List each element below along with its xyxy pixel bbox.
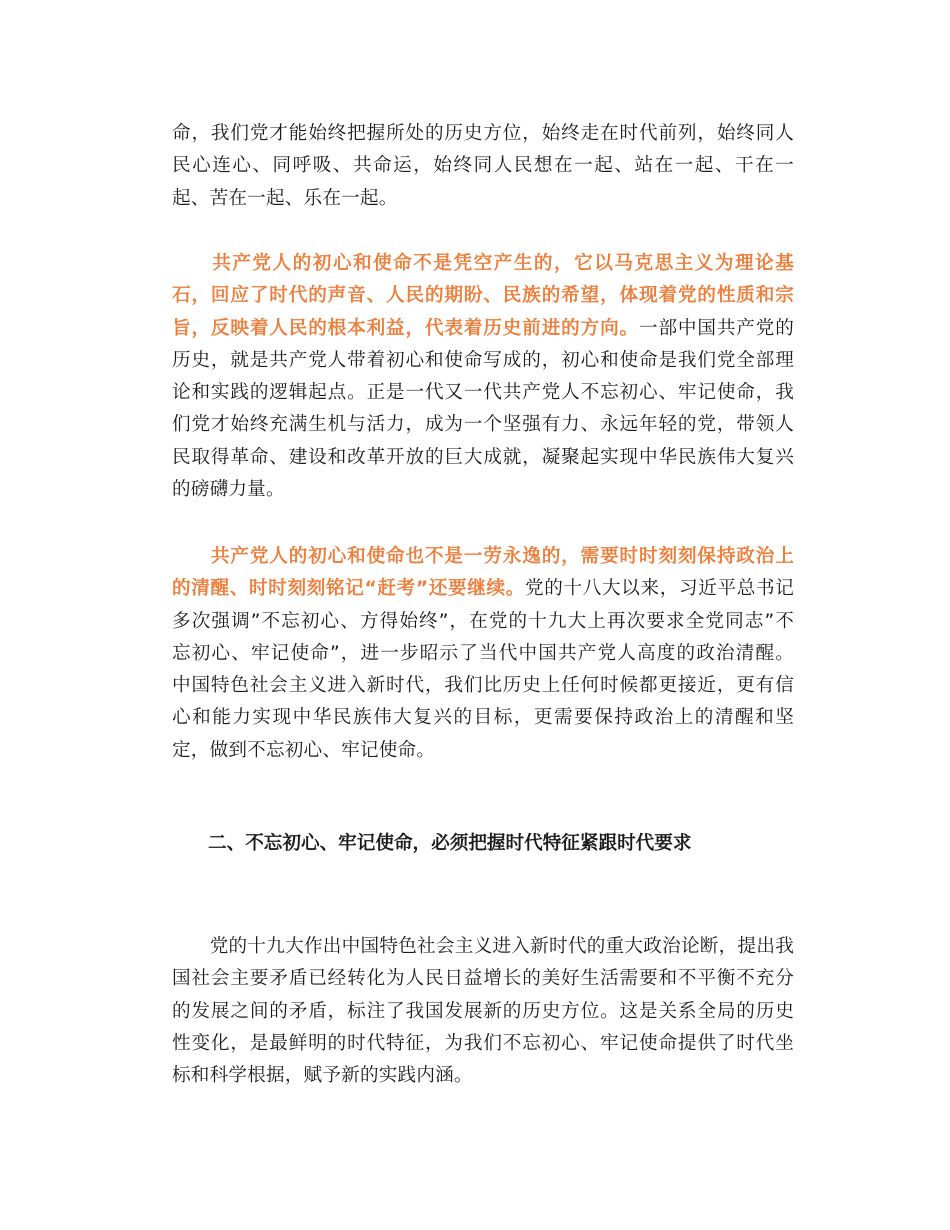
paragraph-2 bbox=[172, 248, 794, 506]
paragraph-line: 忘初心、牢记使命”，进一步昭示了当代中国共产党人高度的政治清醒。 bbox=[172, 642, 794, 664]
paragraph-line: 历史，就是共产党人带着初心和使命写成的，初心和使命是我们党全部理 bbox=[172, 349, 794, 371]
highlight-line: 共产党人的初心和使命也不是一劳永逸的，需要时时刻刻保持政治上 bbox=[172, 546, 794, 567]
paragraph-line: 标和科学根据，赋予新的实践内涵。 bbox=[172, 1065, 473, 1087]
section-heading: 二、不忘初心、牢记使命，必须把握时代特征紧跟时代要求 bbox=[208, 833, 692, 854]
paragraph-line: 民心连心、同呼吸、共命运，始终同人民想在一起、站在一起、干在一 bbox=[172, 155, 794, 177]
paragraph-line: 的发展之间的矛盾，标注了我国发展新的历史方位。这是关系全局的历史 bbox=[172, 1000, 794, 1022]
paragraph-line: 的磅礴力量。 bbox=[172, 479, 285, 501]
normal-text: 党的十八大以来，习近平总书记 bbox=[524, 578, 794, 600]
highlight-line: 石，回应了时代的声音、人民的期盼、民族的希望，体现着党的性质和宗 bbox=[172, 285, 794, 307]
paragraph-line: 党的十九大作出中国特色社会主义进入新时代的重大政治论断，提出我 bbox=[172, 936, 794, 957]
normal-text: 一部中国共产党的 bbox=[638, 317, 794, 339]
highlight-line: 共产党人的初心和使命不是凭空产生的，它以马克思主义为理论基 bbox=[172, 253, 794, 274]
paragraph-line: 论和实践的逻辑起点。正是一代又一代共产党人不忘初心、牢记使命，我 bbox=[172, 382, 794, 404]
paragraph-line: 命，我们党才能始终把握所处的历史方位，始终走在时代前列，始终同人 bbox=[172, 123, 794, 144]
paragraph-4 bbox=[172, 931, 794, 1092]
paragraph-line: 多次强调”不忘初心、方得始终”，在党的十九大上再次要求全党同志”不 bbox=[172, 610, 794, 632]
paragraph-1 bbox=[172, 118, 794, 215]
highlight-text: 的清醒、时时刻刻铭记“赶考”还要继续。 bbox=[172, 578, 525, 600]
mixed-line bbox=[172, 313, 794, 345]
paragraph-3 bbox=[172, 541, 794, 767]
paragraph-line: 性变化，是最鲜明的时代特征，为我们不忘初心、牢记使命提供了时代坐 bbox=[172, 1032, 794, 1054]
paragraph-line: 起、苦在一起、乐在一起。 bbox=[172, 187, 398, 209]
paragraph-line: 心和能力实现中华民族伟大复兴的目标，更需要保持政治上的清醒和坚 bbox=[172, 707, 794, 729]
paragraph-line: 中国特色社会主义进入新时代，我们比历史上任何时候都更接近，更有信 bbox=[172, 675, 794, 697]
highlight-text: 旨，反映着人民的根本利益，代表着历史前进的方向。 bbox=[172, 317, 639, 339]
mixed-line bbox=[172, 573, 794, 605]
paragraph-line: 们党才始终充满生机与活力，成为一个坚强有力、永远年轻的党，带领人 bbox=[172, 414, 794, 436]
paragraph-line: 定，做到不忘初心、牢记使命。 bbox=[172, 739, 436, 761]
paragraph-line: 国社会主要矛盾已经转化为人民日益增长的美好生活需要和不平衡不充分 bbox=[172, 968, 794, 990]
paragraph-line: 民取得革命、建设和改革开放的巨大成就，凝聚起实现中华民族伟大复兴 bbox=[172, 446, 794, 468]
